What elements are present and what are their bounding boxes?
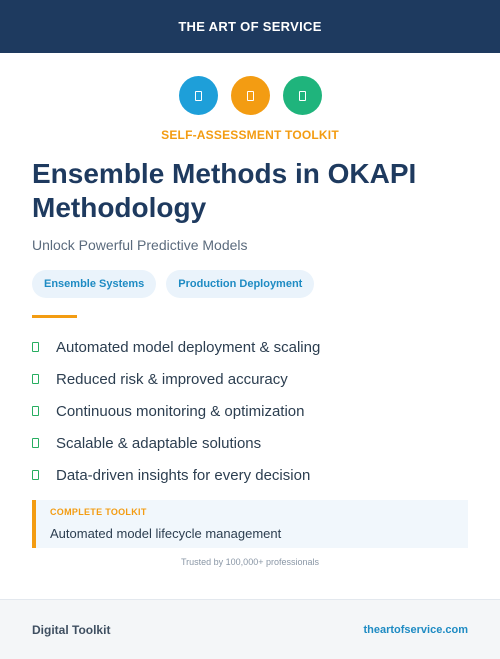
callout-text: Automated model lifecycle management [50,526,282,541]
check-icon [32,342,39,352]
icon-circle-blue [179,76,218,115]
feature-item [32,427,472,459]
feature-text: Continuous monitoring & optimization [56,402,305,420]
feature-text: Data-driven insights for every decision [56,466,311,484]
header-bar [0,0,500,53]
check-icon [32,470,39,480]
icon-circle-orange [231,76,270,115]
footer-website-link[interactable]: theartofservice.com [363,623,468,636]
eyebrow-label: SELF-ASSESSMENT TOOLKIT [161,128,339,142]
feature-item [32,331,472,363]
feature-item [32,459,472,491]
accent-divider [32,315,77,318]
check-icon [32,438,39,448]
feature-item [32,395,472,427]
page-title: Ensemble Methods in OKAPI Methodology [32,158,417,223]
document-icon [299,91,306,101]
tag-ensemble-systems: Ensemble Systems [32,270,156,298]
tag-production-deployment: Production Deployment [166,270,314,298]
tag-list [32,270,314,298]
footer [0,599,500,659]
feature-item [32,363,472,395]
toolkit-callout [32,500,468,548]
icon-row [0,76,500,115]
callout-label: COMPLETE TOOLKIT [50,507,147,517]
icon-circle-green [283,76,322,115]
subtitle: Unlock Powerful Predictive Models [32,237,248,253]
feature-text: Automated model deployment & scaling [56,338,321,356]
check-icon [32,406,39,416]
feature-text: Reduced risk & improved accuracy [56,370,288,388]
feature-list [32,331,472,491]
feature-text: Scalable & adaptable solutions [56,434,262,452]
footer-label: Digital Toolkit [32,622,111,637]
trusted-note: Trusted by 100,000+ professionals [180,557,319,567]
brand-title: THE ART OF SERVICE [178,19,322,34]
document-icon [247,91,254,101]
check-icon [32,374,39,384]
document-icon [195,91,202,101]
